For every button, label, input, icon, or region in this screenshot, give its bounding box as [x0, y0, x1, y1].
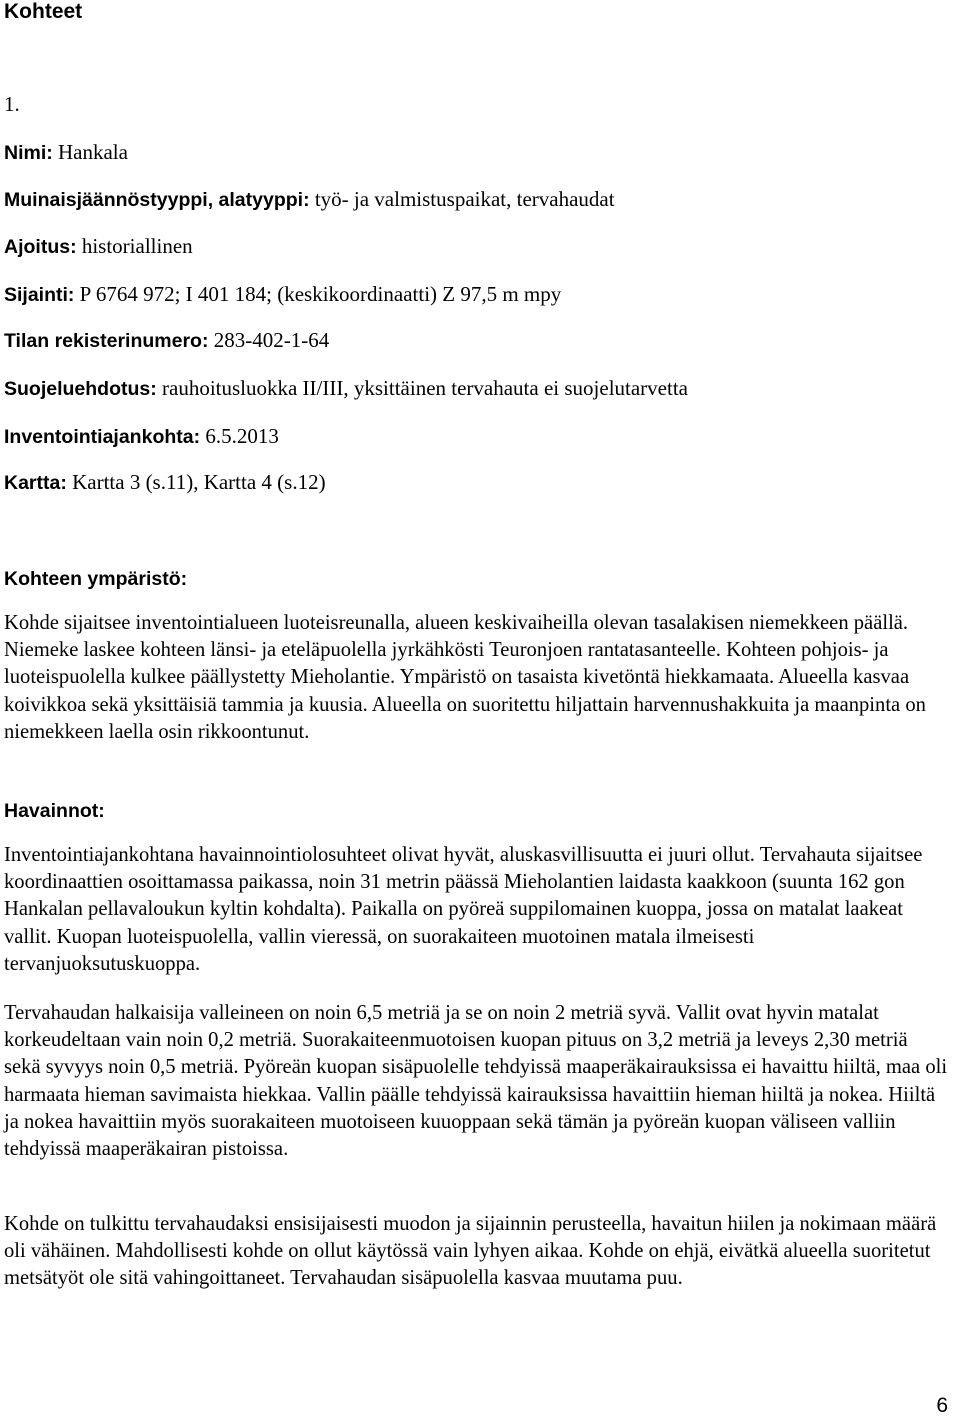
field-value: 283-402-1-64	[213, 328, 330, 352]
field-value: P 6764 972; I 401 184; (keskikoordinaatti) Z 97,5 m mpy	[79, 282, 562, 306]
field-value: 6.5.2013	[205, 424, 279, 448]
section-title-ymparisto: Kohteen ympäristö:	[4, 568, 188, 590]
item-number: 1.	[4, 92, 20, 116]
field-suojeluehdotus	[4, 374, 688, 403]
field-label: Sijainti:	[4, 284, 75, 306]
field-value: historiallinen	[81, 234, 193, 258]
field-nimi	[4, 138, 128, 167]
field-inventointiajankohta	[4, 422, 279, 451]
paragraph-ymparisto: Kohde sijaitsee inventointialueen luoteisreunalla, alueen keskivaiheilla olevan tasalakisen niemekkeen päällä. Niemeke laskee kohteen länsi- ja eteläpuolella jyrkähkösti Teuronjoen rantatasanteelle. Kohteen pohjois- ja luoteispuolella kulkee päällystetty Mieholantie. Ympäristö on tasaista kivetöntä hiekkamaata. Alueella kasvaa koivikkoa sekä yksittäisiä tammia ja kuusia. Alueella on suoritettu hiljattain harvennushakkuita ja maanpinta on niemekkeen laella osin rikkoontunut.	[4, 612, 926, 743]
paragraph-havainnot-3: Kohde on tulkittu tervahaudaksi ensisijaisesti muodon ja sijainnin perusteella, havaitun hiilen ja nokimaan määrä oli vähäinen. Mahdollisesti kohde on ollut käytössä vain lyhyen aikaa. Kohde on ehjä, eivätkä alueella suoritetut metsätyöt ole sitä vahingoittaneet. Tervahaudan sisäpuolella kasvaa muutama puu.	[4, 1213, 937, 1290]
field-sijainti	[4, 280, 561, 309]
field-label: Kartta:	[4, 472, 67, 494]
field-label: Tilan rekisterinumero:	[4, 330, 209, 352]
page-number: 6	[936, 1394, 948, 1417]
paragraph-havainnot-1: Inventointiajankohtana havainnointiolosuhteet olivat hyvät, aluskasvillisuutta ei juuri ollut. Tervahauta sijaitsee koordinaattien osoittamassa paikassa, noin 31 metrin päässä Mieholantien laidasta kaakkoon (suunta 162 gon Hankalan pellavaloukun kyltin kohdalta). Paikalla on pyöreä suppilomainen kuoppa, jossa on matalat laakeat vallit. Kuopan luoteispuolella, vallin vieressä, on suorakaiteen muotoinen matala ilmeisesti tervanjuoksutuskuoppa.	[4, 844, 923, 975]
field-kartta	[4, 468, 326, 497]
field-label: Ajoitus:	[4, 236, 77, 258]
field-value: Kartta 3 (s.11), Kartta 4 (s.12)	[72, 470, 326, 494]
field-label: Nimi:	[4, 142, 53, 164]
field-value: rauhoitusluokka II/III, yksittäinen tervahauta ei suojelutarvetta	[162, 376, 688, 400]
section-title-havainnot: Havainnot:	[4, 800, 105, 822]
field-label: Inventointiajankohta:	[4, 426, 201, 448]
field-value: työ- ja valmistuspaikat, tervahaudat	[314, 187, 615, 211]
field-muinaisjaannostyyppi	[4, 185, 615, 214]
page-heading: Kohteet	[4, 0, 83, 23]
field-ajoitus	[4, 232, 193, 261]
paragraph-havainnot-2: Tervahaudan halkaisija valleineen on noin 6,5 metriä ja se on noin 2 metriä syvä. Vallit ovat hyvin matalat korkeudeltaan vain noin 0,2 metriä. Suorakaiteenmuotoisen kuopan pituus on 3,2 metriä ja leveys 2,30 metriä sekä syvyys noin 0,5 metriä. Pyöreän kuopan sisäpuolelle tehdyissä maaperäkairauksissa ei havaittu hiiltä, maa oli harmaata hieman savimaista hiekkaa. Vallin päälle tehdyissä kairauksissa havaittiin hieman hiiltä ja nokea. Hiiltä ja nokea havaittiin myös suorakaiteen muotoiseen kuuoppaan sekä tämän ja pyöreän kuopan väliseen valliin tehdyissä maaperäkairan pistoissa.	[4, 1002, 948, 1161]
field-label: Muinaisjäännöstyyppi, alatyyppi:	[4, 189, 310, 211]
field-tilan-rekisterinumero	[4, 326, 329, 355]
field-label: Suojeluehdotus:	[4, 378, 157, 400]
field-value: Hankala	[58, 140, 128, 164]
